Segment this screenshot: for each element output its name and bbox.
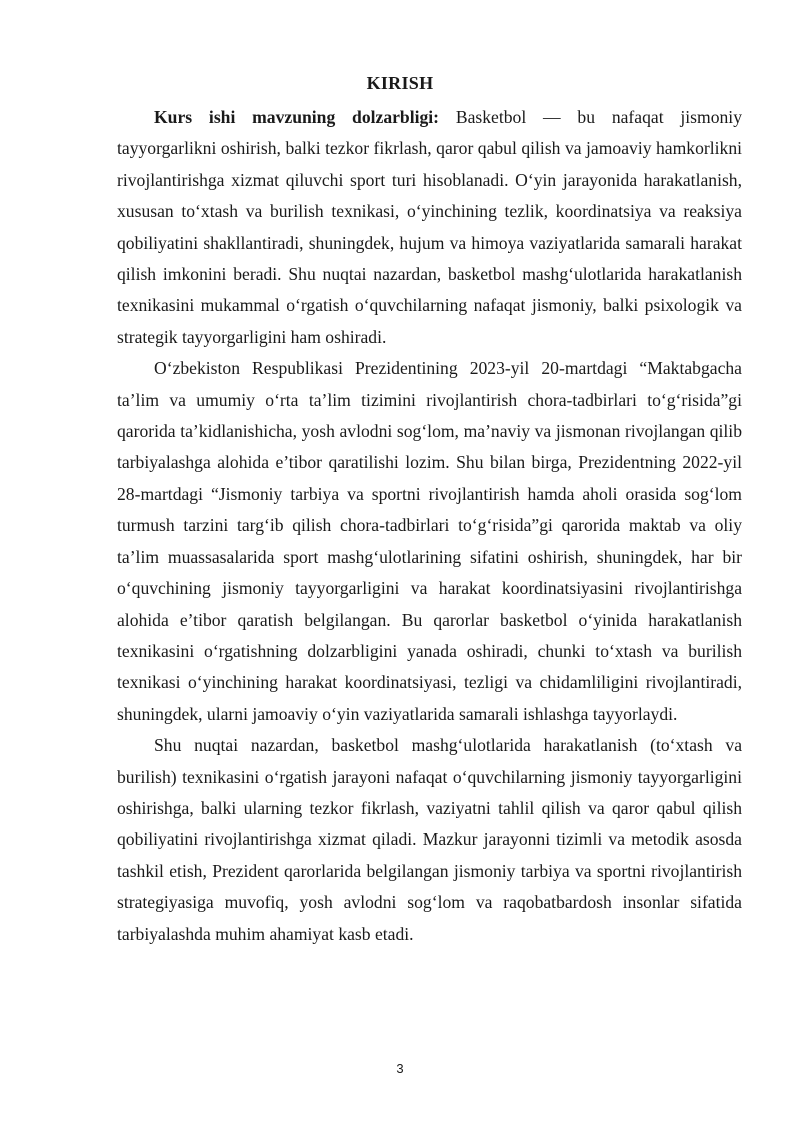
section-title: KIRISH <box>366 73 434 93</box>
paragraph-relevance <box>117 102 742 353</box>
paragraph-text: Basketbol — bu nafaqat jismoniy tayyorgarlikni oshirish, balki tezkor fikrlash, qaror qabul qilish va jamoaviy hamkorlikni rivojlantirishga xizmat qiluvchi sport turi hisoblanadi. O‘yin jarayonida harakatlanish, xususan to‘xtash va burilish texnikasi, o‘yinchining tezlik, koordinatsiya va reaksiya qobiliyatini shakllantiradi, shuningdek, hujum va himoya vaziyatlarida samarali harakat qilish imkonini beradi. Shu nuqtai nazardan, basketbol mashg‘ulotlarida harakatlanish texnikasini mukammal o‘rgatish o‘quvchilarning nafaqat jismoniy, balki psixologik va strategik tayyorgarligini ham oshiradi. <box>117 107 742 347</box>
page-number: 3 <box>396 1061 404 1076</box>
paragraph-decrees: O‘zbekiston Respublikasi Prezidentining 2023-yil 20-martdagi “Maktabgacha ta’lim va umumiy o‘rta ta’lim tizimini rivojlantirish chora-tadbirlari to‘g‘risida”gi qarorida ta’kidlanishicha, yosh avlodni sog‘lom, ma’naviy va jismonan rivojlangan qilib tarbiyalashga alohida e’tibor qaratilishi lozim. Shu bilan birga, Prezidentning 2022-yil 28-martdagi “Jismoniy tarbiya va sportni rivojlantirish hamda aholi orasida sog‘lom turmush tarzini targ‘ib qilish chora-tadbirlari to‘g‘risida”gi qarorida maktab va oliy ta’lim muassasalarida sport mashg‘ulotlarining sifatini oshirish, shuningdek, har bir o‘quvchining jismoniy tayyorgarligini va harakat koordinatsiyasini rivojlantirishga alohida e’tibor qaratish belgilangan. Bu qarorlar basketbol o‘yinida harakatlanish texnikasini o‘rgatishning dolzarbligini yanada oshiradi, chunki to‘xtash va burilish texnikasi o‘yinchining harakat koordinatsiyasi, tezligi va chidamliligini rivojlantiradi, shuningdek, ularni jamoaviy o‘yin vaziyatlarida samarali ishlashga tayyorlaydi. <box>117 358 742 724</box>
body-text <box>117 102 742 950</box>
paragraph-conclusion: Shu nuqtai nazardan, basketbol mashg‘ulotlarida harakatlanish (to‘xtash va burilish) texnikasini o‘rgatish jarayoni nafaqat o‘quvchilarning jismoniy tayyorgarligini oshirishga, balki ularning tezkor fikrlash, vaziyatni tahlil qilish va qaror qabul qilish qobiliyatini rivojlantirishga xizmat qiladi. Mazkur jarayonni tizimli va metodik asosda tashkil etish, Prezident qarorlarida belgilangan jismoniy tarbiya va sportni rivojlantirish strategiyasiga muvofiq, yosh avlodni sog‘lom va raqobatbardosh insonlar sifatida tarbiyalashda muhim ahamiyat kasb etadi. <box>117 735 742 944</box>
paragraph-lead: Kurs ishi mavzuning dolzarbligi: <box>154 107 440 127</box>
